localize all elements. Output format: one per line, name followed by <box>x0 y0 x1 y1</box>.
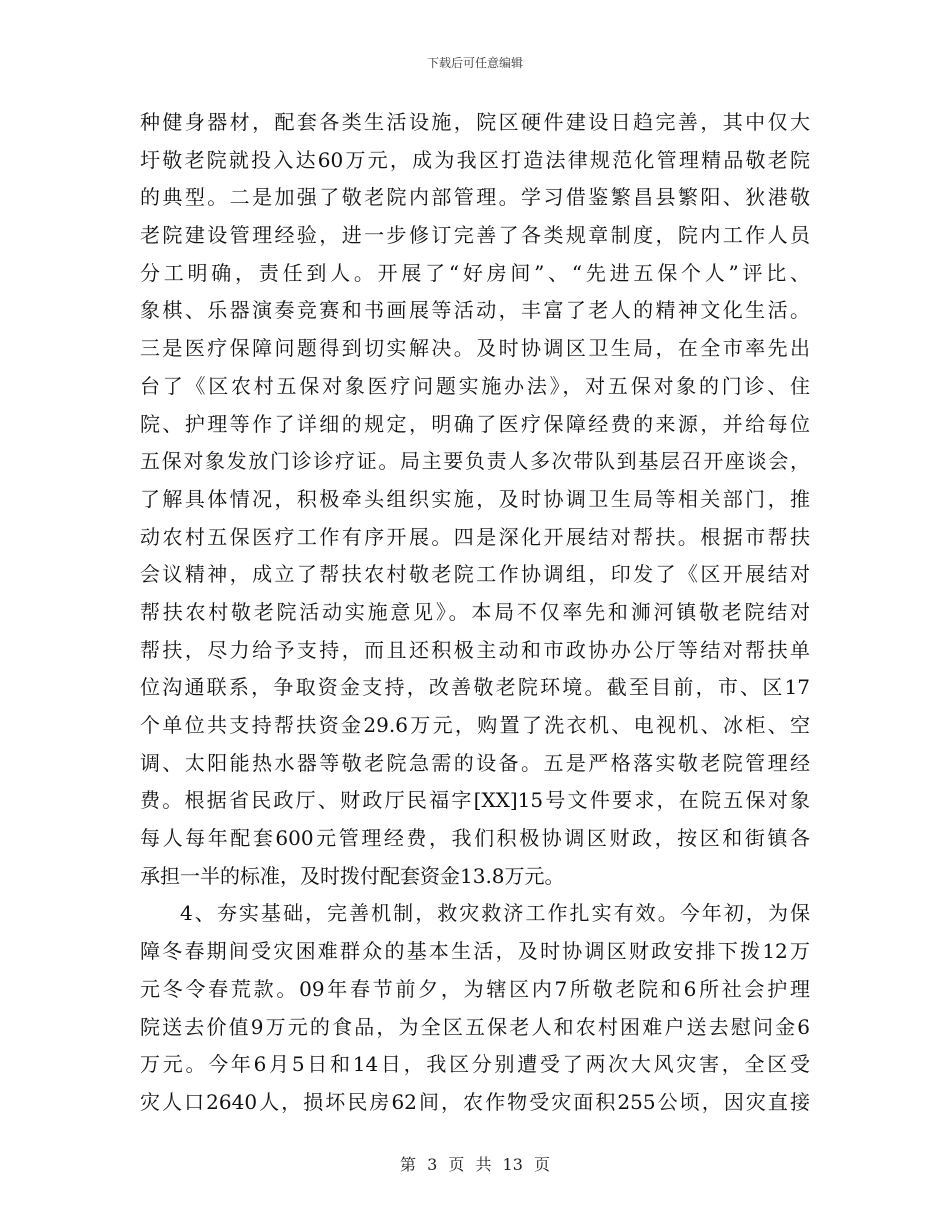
text-line: 帮扶，尽力给予支持，而且还积极主动和市政协办公厅等结对帮扶单 <box>140 637 810 662</box>
text-line: 费。根据省民政厅、财政厅民福字[XX]15号文件要求，在院五保对象 <box>140 788 810 813</box>
text-line: 位沟通联系，争取资金支持，改善敬老院环境。截至目前，市、区17 <box>140 675 810 700</box>
text-line: 每人每年配套600元管理经费，我们积极协调区财政，按区和街镇各 <box>140 826 810 851</box>
document-body <box>140 104 810 1122</box>
text-line: 万元。今年6月5日和14日，我区分别遭受了两次大风灾害，全区受 <box>140 1052 810 1077</box>
text-line: 三是医疗保障问题得到切实解决。及时协调区卫生局，在全市率先出 <box>140 336 810 361</box>
text-line: 院、护理等作了详细的规定，明确了医疗保障经费的来源，并给每位 <box>140 411 810 436</box>
text-line: 元冬令春荒款。09年春节前夕，为辖区内7所敬老院和6所社会护理 <box>140 976 810 1001</box>
text-line: 动农村五保医疗工作有序开展。四是深化开展结对帮扶。根据市帮扶 <box>140 524 810 549</box>
text-line: 象棋、乐器演奏竞赛和书画展等活动，丰富了老人的精神文化生活。 <box>140 298 810 323</box>
text-line: 障冬春期间受灾困难群众的基本生活，及时协调区财政安排下拨12万 <box>140 939 810 964</box>
page-number-footer: 第 3 页 共 13 页 <box>400 1155 550 1174</box>
text-line: 个单位共支持帮扶资金29.6万元，购置了洗衣机、电视机、冰柜、空 <box>140 713 810 737</box>
text-line: 分工明确，责任到人。开展了“好房间”、“先进五保个人”评比、 <box>140 260 810 285</box>
text-line: 院送去价值9万元的食品，为全区五保老人和农村困难户送去慰问金6 <box>140 1014 810 1039</box>
text-line: 4、夯实基础，完善机制，救灾救济工作扎实有效。今年初，为保 <box>180 901 810 926</box>
text-line: 了解具体情况，积极牵头组织实施，及时协调卫生局等相关部门，推 <box>140 486 810 511</box>
text-line: 灾人口2640人，损坏民房62间，农作物受灾面积255公顷，因灾直接 <box>140 1089 810 1114</box>
text-line: 承担一半的标准，及时拨付配套资金13.8万元。 <box>140 863 565 888</box>
text-line: 种健身器材，配套各类生活设施，院区硬件建设日趋完善，其中仅大 <box>140 110 810 134</box>
text-line: 老院建设管理经验，进一步修订完善了各类规章制度，院内工作人员 <box>140 223 810 248</box>
text-line: 台了《区农村五保对象医疗问题实施办法》，对五保对象的门诊、住 <box>140 373 810 398</box>
text-line: 会议精神，成立了帮扶农村敬老院工作协调组，印发了《区开展结对 <box>140 562 810 587</box>
text-line: 的典型。二是加强了敬老院内部管理。学习借鉴繁昌县繁阳、狄港敬 <box>140 185 810 210</box>
text-line: 调、太阳能热水器等敬老院急需的设备。五是严格落实敬老院管理经 <box>140 750 810 775</box>
text-line: 圩敬老院就投入达60万元，成为我区打造法律规范化管理精品敬老院 <box>140 147 810 172</box>
text-line: 五保对象发放门诊诊疗证。局主要负责人多次带队到基层召开座谈会， <box>140 449 810 474</box>
text-line: 帮扶农村敬老院活动实施意见》。本局不仅率先和浉河镇敬老院结对 <box>140 599 810 624</box>
page-header: 下载后可任意编辑 <box>426 56 523 70</box>
